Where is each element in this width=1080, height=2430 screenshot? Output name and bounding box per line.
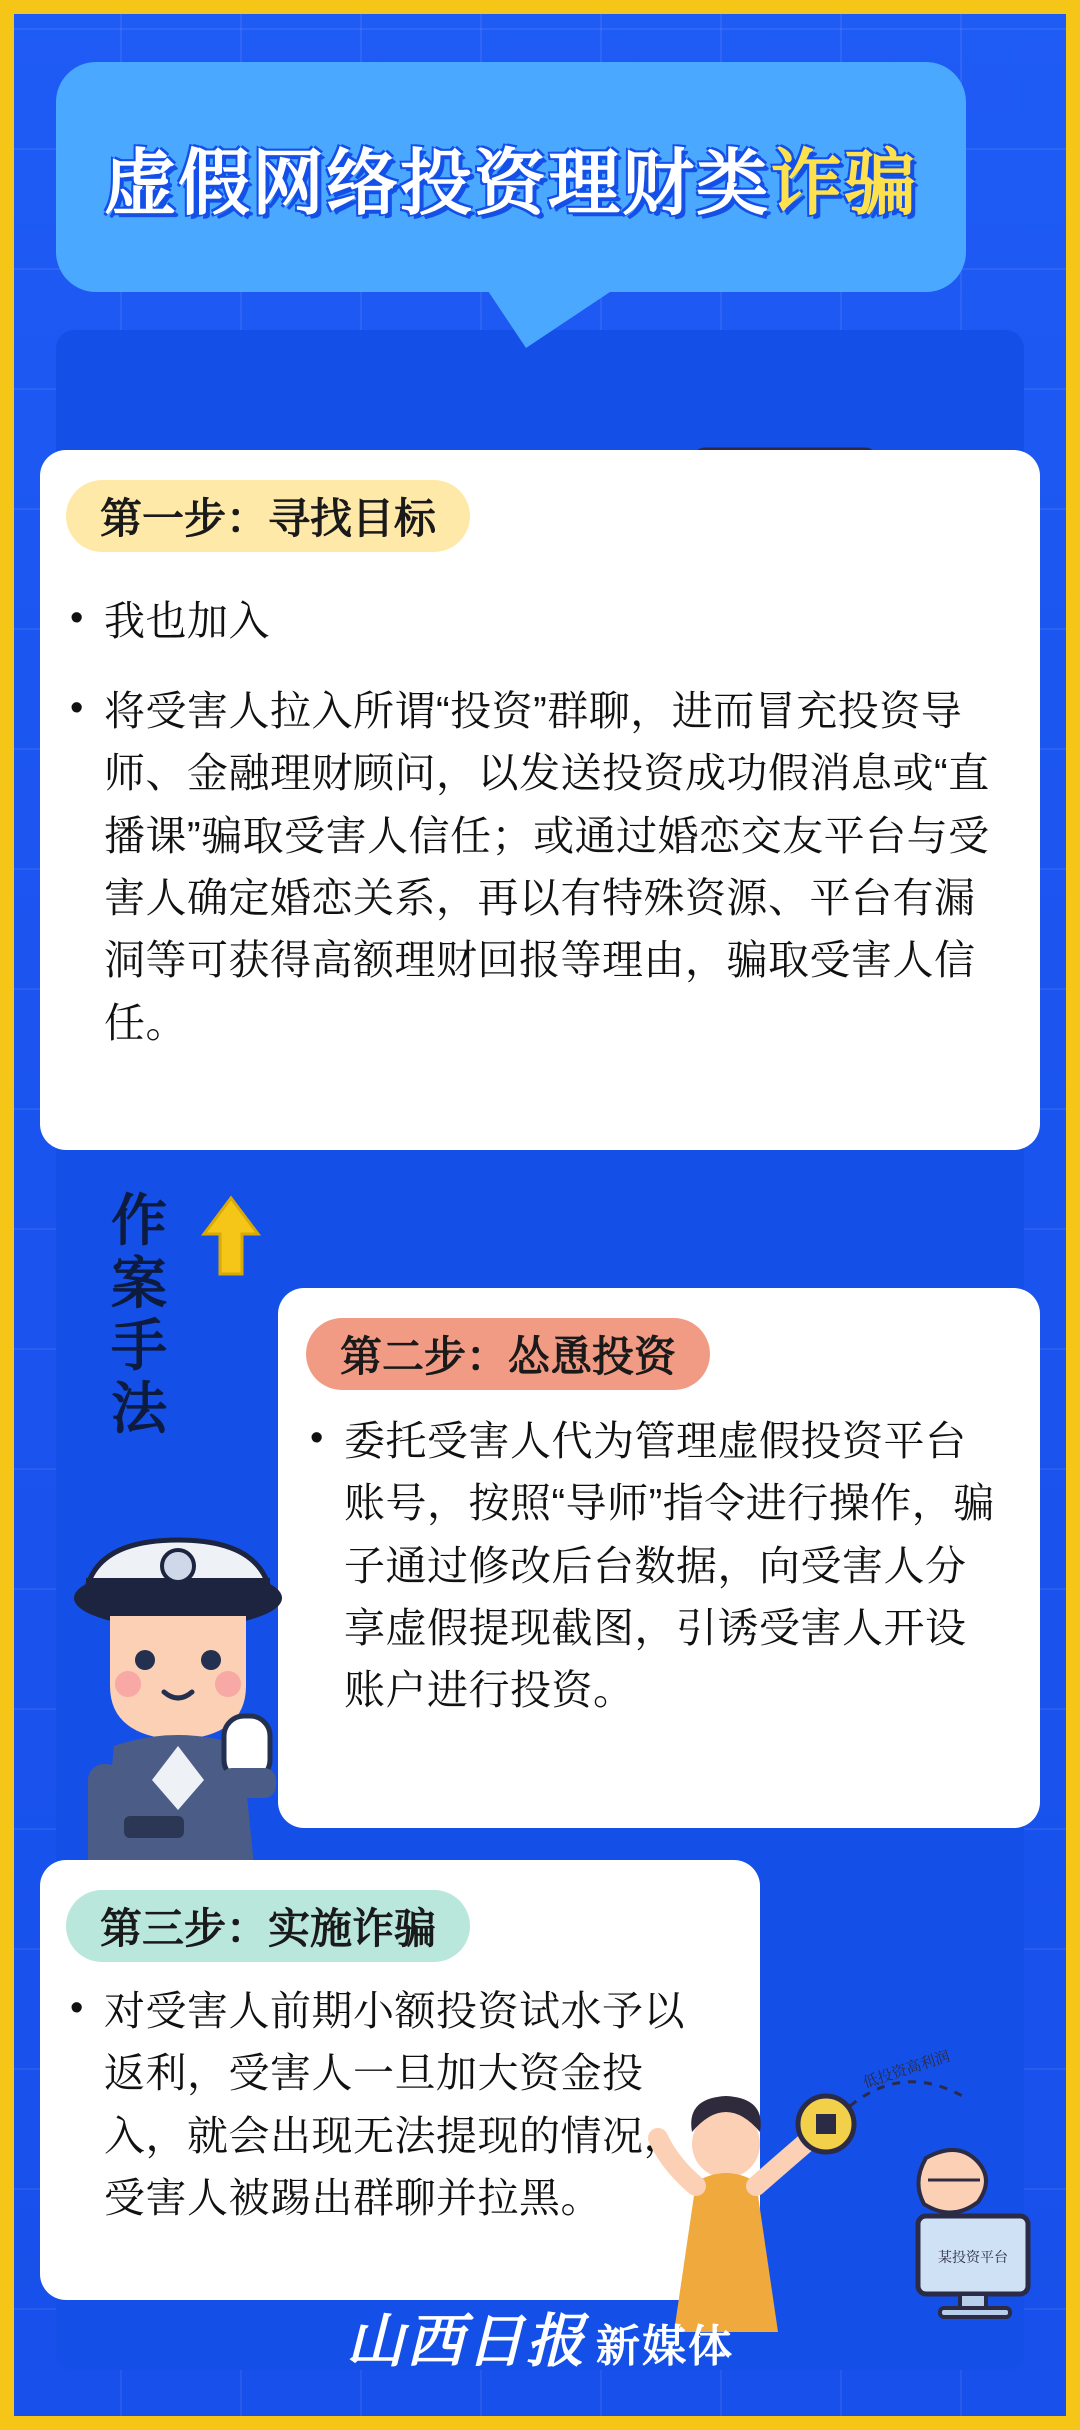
page-title-accent: 诈骗 — [770, 144, 919, 224]
footer-brand — [0, 2294, 1080, 2378]
step-1-bullet-2-text: 将受害人拉入所谓“投资”群聊，进而冒充投资导师、金融理财顾问，以发送投资成功假消息或“直播课”骗取受害人信任；或通过婚恋交友平台与受害人确定婚恋关系，再以有特殊资源、平台有漏洞等可获得高额理财回报等理由，骗取受害人信任。 — [104, 688, 990, 1046]
svg-text:某投资平台: 某投资平台 — [938, 2249, 1008, 2265]
step-3-bullet-1 — [70, 1980, 690, 2229]
frame-border-top — [0, 0, 1080, 14]
step-1-bullet-2 — [70, 680, 990, 1054]
frame-border-right — [1066, 0, 1080, 2430]
step-2-bullet-1-text: 委托受害人代为管理虚假投资平台账号，按照“导师”指令进行操作，骗子通过修改后台数据，向受害人分享虚假提现截图，引诱受害人开设账户进行投资。 — [344, 1418, 995, 1714]
frame-border-left — [0, 0, 14, 2430]
step-2-badge: 第二步：怂恿投资 — [306, 1318, 710, 1390]
step-3-badge: 第三步：实施诈骗 — [66, 1890, 470, 1962]
step-3-bullet-1-text: 对受害人前期小额投资试水予以返利，受害人一旦加大资金投入，就会出现无法提现的情况，受害人被踢出群聊并拉黑。 — [104, 1988, 685, 2221]
page-title — [56, 62, 966, 292]
bullet-dot-icon: • — [310, 1417, 324, 1459]
bullet-dot-icon: • — [70, 687, 84, 729]
arrow-up-icon — [196, 1190, 266, 1280]
page-title-main: 虚假网络投资理财类 — [103, 144, 770, 224]
title-speech-bubble — [56, 62, 966, 292]
footer-brand-name: 山西日报 — [345, 2309, 586, 2374]
bullet-dot-icon: • — [70, 597, 84, 639]
bullet-dot-icon: • — [70, 1987, 84, 2029]
method-vertical-label: 作案手法 — [111, 1189, 169, 1441]
step-1-bullet-1-text: 我也加入 — [104, 598, 270, 644]
step-1-badge: 第一步：寻找目标 — [66, 480, 470, 552]
frame-border-bottom — [0, 2416, 1080, 2430]
step-2-bullet-1 — [310, 1410, 1000, 1722]
step-1-bullet-1 — [70, 590, 970, 652]
footer-brand-sub: 新媒体 — [596, 2322, 734, 2371]
svg-text:低投资高利润: 低投资高利润 — [861, 2047, 953, 2092]
